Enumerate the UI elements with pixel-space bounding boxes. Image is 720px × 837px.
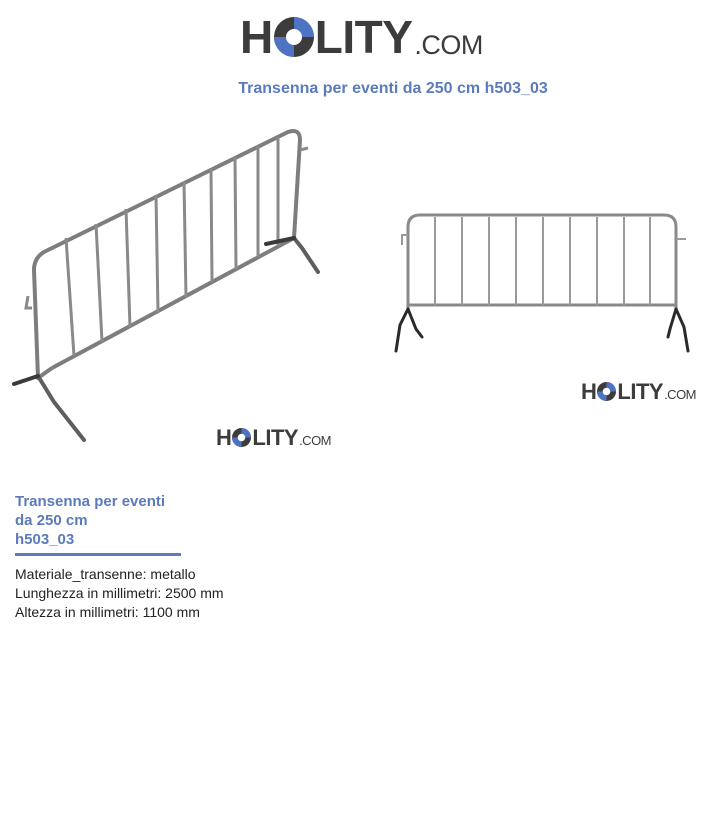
watermark-o-icon: [597, 382, 616, 401]
watermark-logo-perspective: [216, 427, 331, 449]
site-logo[interactable]: [240, 11, 483, 63]
spec-material: Materiale_transenne: metallo: [15, 566, 196, 582]
watermark-logo-front: [581, 381, 696, 403]
product-specs: [15, 565, 224, 622]
product-code: h503_03: [15, 531, 75, 548]
spec-height: Altezza in millimetri: 1100 mm: [15, 604, 200, 620]
watermark-text: LITY: [252, 425, 299, 450]
product-name-line: da 250 cm: [15, 512, 88, 529]
watermark-domain: .COM: [664, 387, 697, 402]
page-title: Transenna per eventi da 250 cm h503_03: [238, 80, 548, 97]
product-name: [15, 492, 215, 549]
divider: [15, 553, 181, 556]
watermark-letter-h: H: [581, 379, 597, 404]
product-name-line: Transenna per eventi: [15, 493, 166, 510]
product-image-perspective: [8, 120, 348, 450]
watermark-text: LITY: [617, 379, 664, 404]
logo-letter-h: H: [240, 11, 273, 63]
product-image-front: [390, 205, 700, 355]
logo-domain: .COM: [414, 30, 483, 60]
spec-length: Lunghezza in millimetri: 2500 mm: [15, 585, 224, 601]
watermark-o-icon: [232, 428, 251, 447]
watermark-domain: .COM: [299, 433, 332, 448]
logo-text: LITY: [314, 11, 413, 63]
watermark-letter-h: H: [216, 425, 232, 450]
logo-o-icon: [274, 17, 314, 57]
